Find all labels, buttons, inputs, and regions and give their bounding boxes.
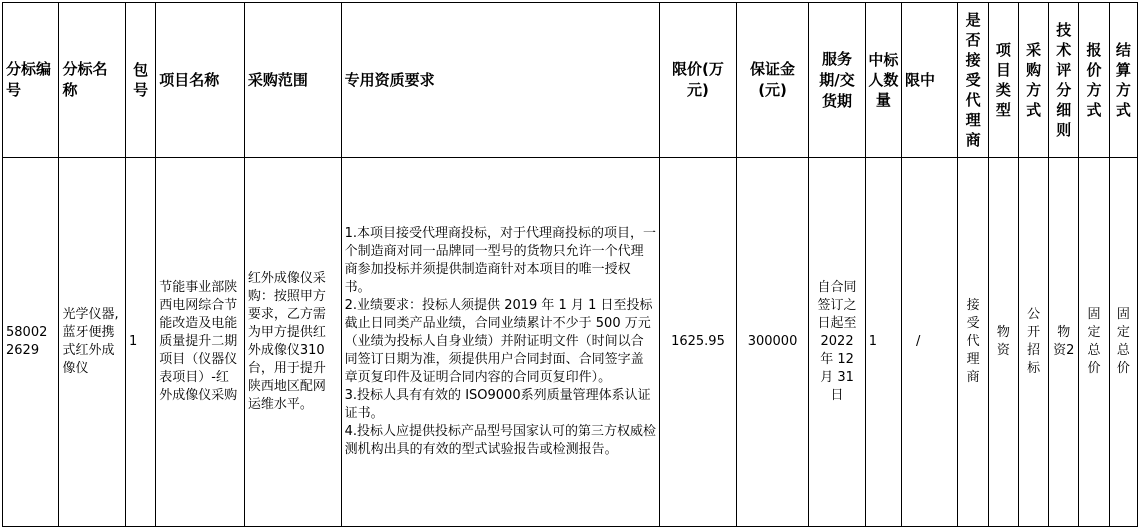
header-fu-wu-qi: 服务期/交货期	[809, 3, 865, 158]
header-jie-suan-fang-shi: 结算方式	[1109, 3, 1137, 158]
cell-xian-zhong: /	[902, 158, 958, 527]
cell-bao-hao: 1	[125, 158, 155, 527]
header-bao-zheng-jin: 保证金(元)	[736, 3, 809, 158]
cell-shi-fou-dai-li: 接受代理商	[958, 158, 988, 527]
requirement-item: 3.投标人具有有效的 ISO9000系列质量管理体系认证证书。	[344, 388, 651, 421]
table-row	[3, 158, 1138, 527]
header-row	[3, 3, 1138, 158]
requirement-item: 2.业绩要求：投标人须提供 2019 年 1 月 1 日至投标截止日同类产品业绩，合同业绩累计不少于 500 万元（业绩为投标人自身业绩）并附证明文件（时间以合同签订日期为准，须提供用户合同封面、合同签字盖章页复印件及证明合同内容的合同页复印件）。	[344, 298, 653, 385]
header-zhuan-yong-zi-zhi: 专用资质要求	[341, 3, 660, 158]
requirement-item: 1.本项目接受代理商投标，对于代理商投标的项目，一个制造商对同一品牌同一型号的货物只允许一个代理商参加投标并须提供制造商针对本项目的唯一授权书。	[344, 226, 657, 295]
cell-zhuan-yong-zi-zhi	[341, 158, 660, 527]
header-shi-fou-dai-li: 是否接受代理商	[958, 3, 988, 158]
header-fen-biao-ming-cheng: 分标名称	[59, 3, 126, 158]
header-xian-zhong: 限中	[902, 3, 958, 158]
header-xian-jia: 限价(万元)	[660, 3, 737, 158]
header-xiang-mu-ming-cheng: 项目名称	[156, 3, 245, 158]
header-cai-gou-fan-wei: 采购范围	[244, 3, 341, 158]
cell-bao-jia-fang-shi: 固定总价	[1079, 158, 1109, 527]
header-bao-jia-fang-shi: 报价方式	[1079, 3, 1109, 158]
cell-xian-jia: 1625.95	[660, 158, 737, 527]
procurement-table	[2, 2, 1138, 527]
cell-cai-gou-fang-shi: 公开招标	[1018, 158, 1048, 527]
cell-jie-suan-fang-shi: 固定总价	[1109, 158, 1137, 527]
requirement-item: 4.投标人应提供投标产品型号国家认可的第三方权威检测机构出具的有效的型式试验报告或检测报告。	[344, 424, 657, 457]
cell-xiang-mu-lei-xing: 物资	[988, 158, 1018, 527]
cell-fu-wu-qi: 自合同签订之日起至 2022 年 12 月 31 日	[809, 158, 865, 527]
cell-ji-shu-ping-fen: 物资2	[1049, 158, 1079, 527]
header-ji-shu-ping-fen: 技术评分细则	[1049, 3, 1079, 158]
cell-fen-biao-ming-cheng: 光学仪器,蓝牙便携式红外成像仪	[59, 158, 126, 527]
header-fen-biao-bian-hao: 分标编号	[3, 3, 59, 158]
header-xiang-mu-lei-xing: 项目类型	[988, 3, 1018, 158]
header-zhong-biao-ren-shu-liang: 中标人数量	[865, 3, 901, 158]
cell-zhong-biao-ren-shu-liang: 1	[865, 158, 901, 527]
cell-xiang-mu-ming-cheng: 节能事业部陕西电网综合节能改造及电能质量提升二期项目（仪器仪表项目）-红外成像仪采购	[156, 158, 245, 527]
cell-cai-gou-fan-wei: 红外成像仪采购：按照甲方要求，乙方需为甲方提供红外成像仪310台，用于提升陕西地区配网运维水平。	[244, 158, 341, 527]
cell-fen-biao-bian-hao: 580022629	[3, 158, 59, 527]
cell-bao-zheng-jin: 300000	[736, 158, 809, 527]
header-bao-hao: 包号	[125, 3, 155, 158]
header-cai-gou-fang-shi: 采购方式	[1018, 3, 1048, 158]
